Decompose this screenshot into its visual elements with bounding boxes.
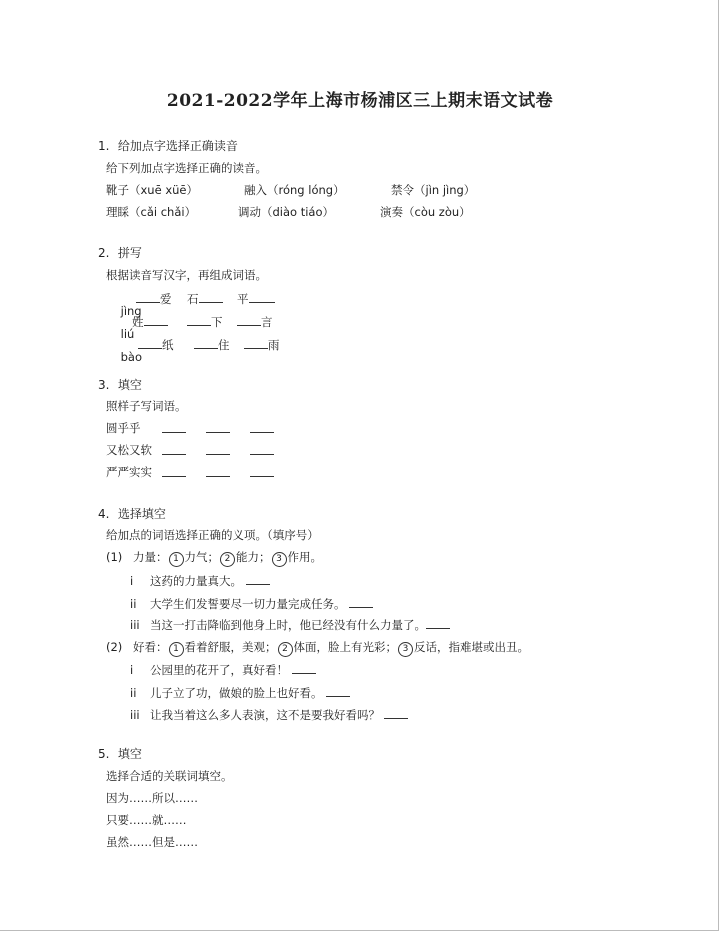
circled-number-mark: 2	[278, 642, 293, 657]
q3-example: 又松又软	[106, 443, 152, 457]
answer-blank[interactable]	[206, 442, 230, 455]
answer-blank[interactable]	[206, 464, 230, 477]
q4-heading	[98, 505, 166, 522]
q1-instruction: 给下列加点字选择正确的读音。	[106, 161, 267, 175]
q2-heading-text: 拼写	[117, 246, 142, 260]
exam-title: 2021-2022学年上海市杨浦区三上期末语文试卷	[166, 91, 554, 111]
answer-blank[interactable]	[162, 442, 186, 455]
q4-sub1-item: iii 当这一打击降临到他身上时，他已经没有什么力量了。	[130, 616, 450, 633]
answer-blank[interactable]	[144, 313, 168, 326]
q1-item: 禁令（jìn jìng）	[391, 183, 476, 197]
q4-sub1-item: ii 大学生们发誓要尽一切力量完成任务。	[130, 595, 373, 612]
answer-blank[interactable]	[162, 420, 186, 433]
q3-heading	[98, 376, 142, 393]
q1-heading-text: 给加点字选择正确读音	[117, 139, 238, 153]
answer-blank[interactable]	[206, 420, 230, 433]
answer-blank[interactable]	[194, 336, 218, 349]
q4-sub1-definition: (1) 力量： 1 力气； 2 能力； 3 作用。	[106, 549, 322, 567]
answer-blank[interactable]	[162, 464, 186, 477]
q2-pinyin: bào	[120, 350, 143, 364]
q1-heading	[98, 137, 238, 154]
q1-item: 融入（róng lóng）	[244, 183, 345, 197]
answer-blank[interactable]	[384, 706, 408, 719]
q3-heading-text: 填空	[117, 378, 142, 392]
q1-item: 靴子（xuē xüē）	[106, 183, 198, 197]
circled-number-mark: 2	[220, 552, 235, 567]
q5-option: 因为……所以……	[106, 791, 198, 805]
q5-heading-text: 填空	[117, 747, 142, 761]
q4-heading-text: 选择填空	[117, 507, 166, 521]
answer-blank[interactable]	[138, 336, 162, 349]
q3-example: 圆乎乎	[106, 421, 141, 435]
q4-sub1-item: i 这药的力量真大。	[130, 572, 270, 589]
q4-instruction: 给加点的词语选择正确的义项。（填序号）	[106, 528, 319, 542]
answer-blank[interactable]	[349, 595, 373, 608]
answer-blank[interactable]	[326, 684, 350, 697]
q2-cell: 爱	[136, 290, 172, 307]
q4-number: 4.	[98, 507, 110, 521]
q2-cell: 住	[194, 336, 230, 353]
q3-example: 严严实实	[106, 465, 152, 479]
q1-item: 理睬（cǎi chǎi）	[106, 205, 197, 219]
q5-heading	[98, 745, 142, 762]
q3-blanks	[162, 420, 274, 436]
q5-number: 5.	[98, 747, 110, 761]
q4-sub2-item: i 公园里的花开了，真好看！	[130, 661, 316, 678]
answer-blank[interactable]	[244, 336, 268, 349]
circled-number-mark: 1	[169, 552, 184, 567]
q2-heading	[98, 244, 142, 261]
answer-blank[interactable]	[237, 313, 261, 326]
q5-option: 虽然……但是……	[106, 835, 198, 849]
q1-item: 调动（diào tiáo）	[238, 205, 335, 219]
q2-cell: 姓	[132, 313, 168, 330]
answer-blank[interactable]	[246, 572, 270, 585]
q2-row	[106, 336, 142, 378]
q3-blanks	[162, 464, 274, 480]
answer-blank[interactable]	[136, 290, 160, 303]
q4-sub2-item: iii 让我当着这么多人表演，这不是要我好看吗？	[130, 706, 408, 723]
q2-cell: 平	[237, 290, 275, 307]
q1-number: 1.	[98, 139, 110, 153]
q2-pinyin: liú	[120, 327, 135, 341]
q2-pinyin: jìng	[120, 304, 142, 318]
answer-blank[interactable]	[250, 442, 274, 455]
q3-blanks	[162, 442, 274, 458]
answer-blank[interactable]	[199, 290, 223, 303]
answer-blank[interactable]	[249, 290, 275, 303]
circled-number-mark: 3	[272, 552, 287, 567]
q1-item: 演奏（còu zòu）	[380, 205, 471, 219]
q2-cell: 雨	[244, 336, 280, 353]
circled-number-mark: 3	[398, 642, 413, 657]
q3-instruction: 照样子写词语。	[106, 399, 187, 413]
answer-blank[interactable]	[187, 313, 211, 326]
answer-blank[interactable]	[250, 464, 274, 477]
q2-cell: 言	[237, 313, 273, 330]
q4-sub2-item: ii 儿子立了功，做娘的脸上也好看。	[130, 684, 350, 701]
answer-blank[interactable]	[426, 616, 450, 629]
q2-cell: 纸	[138, 336, 174, 353]
circled-number-mark: 1	[169, 642, 184, 657]
q2-number: 2.	[98, 246, 110, 260]
q2-cell: 石	[187, 290, 223, 307]
q5-instruction: 选择合适的关联词填空。	[106, 769, 233, 783]
answer-blank[interactable]	[292, 661, 316, 674]
q3-number: 3.	[98, 378, 110, 392]
answer-blank[interactable]	[250, 420, 274, 433]
q2-instruction: 根据读音写汉字，再组成词语。	[106, 268, 267, 282]
q5-option: 只要……就……	[106, 813, 187, 827]
q4-sub2-definition: (2) 好看： 1 看着舒服，美观； 2 体面，脸上有光彩； 3 反话，指难堪或出丑。	[106, 639, 529, 657]
q2-cell: 下	[187, 313, 223, 330]
